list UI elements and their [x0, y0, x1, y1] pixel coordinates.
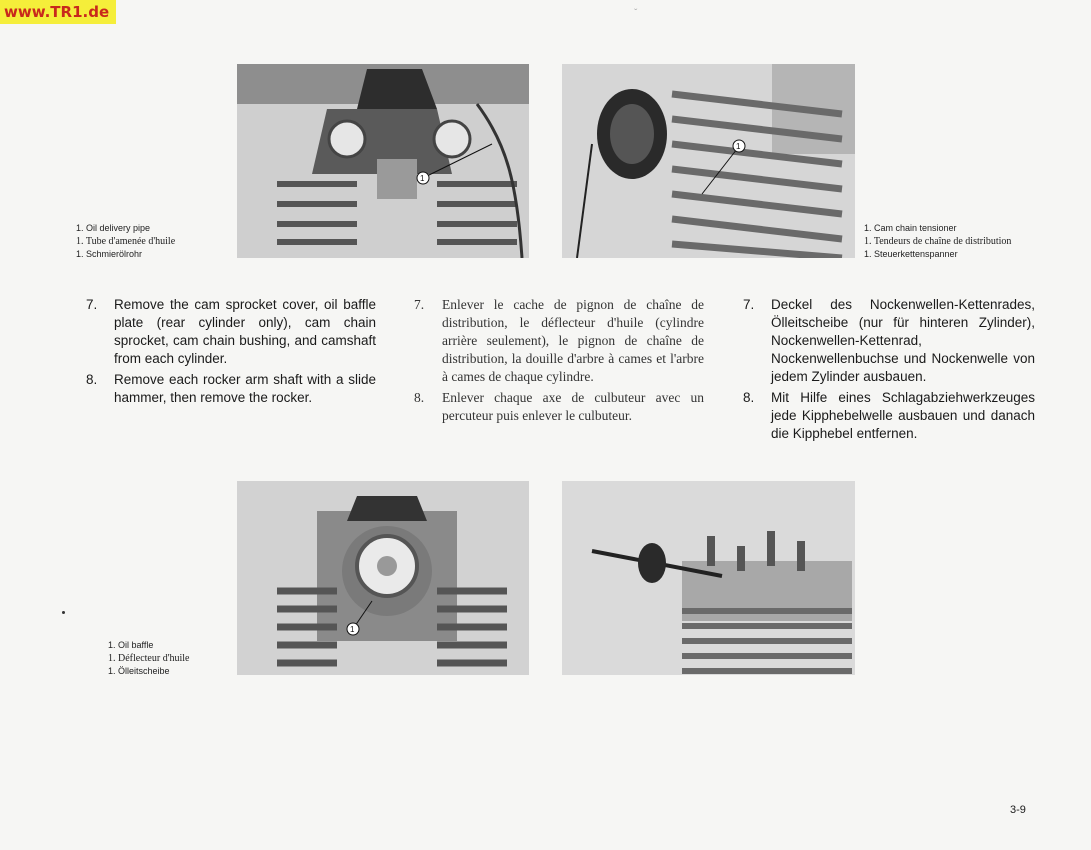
step-number: 8. [743, 390, 755, 405]
caption-en: 1. Cam chain tensioner [864, 223, 957, 233]
step-number: 7. [743, 297, 755, 312]
caption-de: 1. Ölleitscheibe [108, 666, 170, 676]
step-text: Enlever chaque axe de culbuteur avec un percuteur puis enlever le culbuteur. [442, 390, 704, 423]
step-text: Remove each rocker arm shaft with a slide hammer, then remove the rocker. [114, 372, 376, 405]
caption-figure-2 [864, 222, 1011, 261]
caption-en: 1. Oil delivery pipe [76, 223, 151, 233]
step-text: Remove the cam sprocket cover, oil baffle plate (rear cylinder only), cam chain sprocket, cam chain bushing, and camshaft from each cylinder. [114, 297, 376, 366]
step-text: Deckel des Nockenwellen-Kettenrades, Ölleitscheibe (nur für hinteren Zylinder), Nockenwellen-Kettenrad, Nockenwellenbuchse und Nockenwelle von jedem Zylinder ausbauen. [771, 297, 1035, 384]
caption-de: 1. Schmierölrohr [76, 249, 143, 259]
caption-de: 1. Steuerkettenspanner [864, 249, 958, 259]
caption-fr: 1. Tendeurs de chaîne de distribution [864, 236, 1012, 247]
stray-mark [62, 611, 65, 614]
caption-figure-3 [108, 639, 190, 678]
step-number: 8. [86, 372, 98, 387]
caption-figure-1 [76, 222, 175, 261]
scan-mark: ˇ [634, 8, 638, 19]
photo-oil-delivery-pipe [237, 64, 529, 258]
oil-baffle-illustration [237, 481, 529, 675]
callout-1: 1 [736, 142, 741, 151]
instructions-french [414, 296, 704, 428]
caption-en: 1. Oil baffle [108, 640, 154, 650]
step-number: 7. [86, 297, 98, 312]
engine-head-illustration [237, 64, 529, 258]
list-item [414, 389, 704, 425]
callout-1: 1 [420, 174, 425, 183]
step-number: 7. [414, 297, 425, 312]
slide-hammer-illustration [562, 481, 855, 675]
step-number: 8. [414, 390, 425, 405]
photo-oil-baffle [237, 481, 529, 675]
instructions-english [86, 296, 376, 410]
tensioner-illustration [562, 64, 855, 258]
list-item [743, 296, 1035, 386]
list-item [86, 296, 376, 368]
photo-cam-chain-tensioner [562, 64, 855, 258]
step-text: Enlever le cache de pignon de chaîne de distribution, le déflecteur d'huile (cylindre arrière seulement), le pignon de chaîne de distribution, la douille d'arbre à cames et l'arbre à cames de chaque cylindre. [442, 297, 704, 384]
callout-1: 1 [350, 625, 355, 634]
photo-slide-hammer [562, 481, 855, 675]
list-item [743, 389, 1035, 443]
step-text: Mit Hilfe eines Schlagabziehwerkzeuges jede Kipphebelwelle ausbauen und danach die Kipphebel entfernen. [771, 390, 1035, 441]
list-item [86, 371, 376, 407]
site-logo[interactable]: www.TR1.de [0, 0, 116, 24]
instructions-german [743, 296, 1035, 446]
page-number: 3-9 [1010, 804, 1026, 816]
caption-fr: 1. Déflecteur d'huile [108, 653, 190, 664]
caption-fr: 1. Tube d'amenée d'huile [76, 236, 176, 247]
list-item [414, 296, 704, 386]
